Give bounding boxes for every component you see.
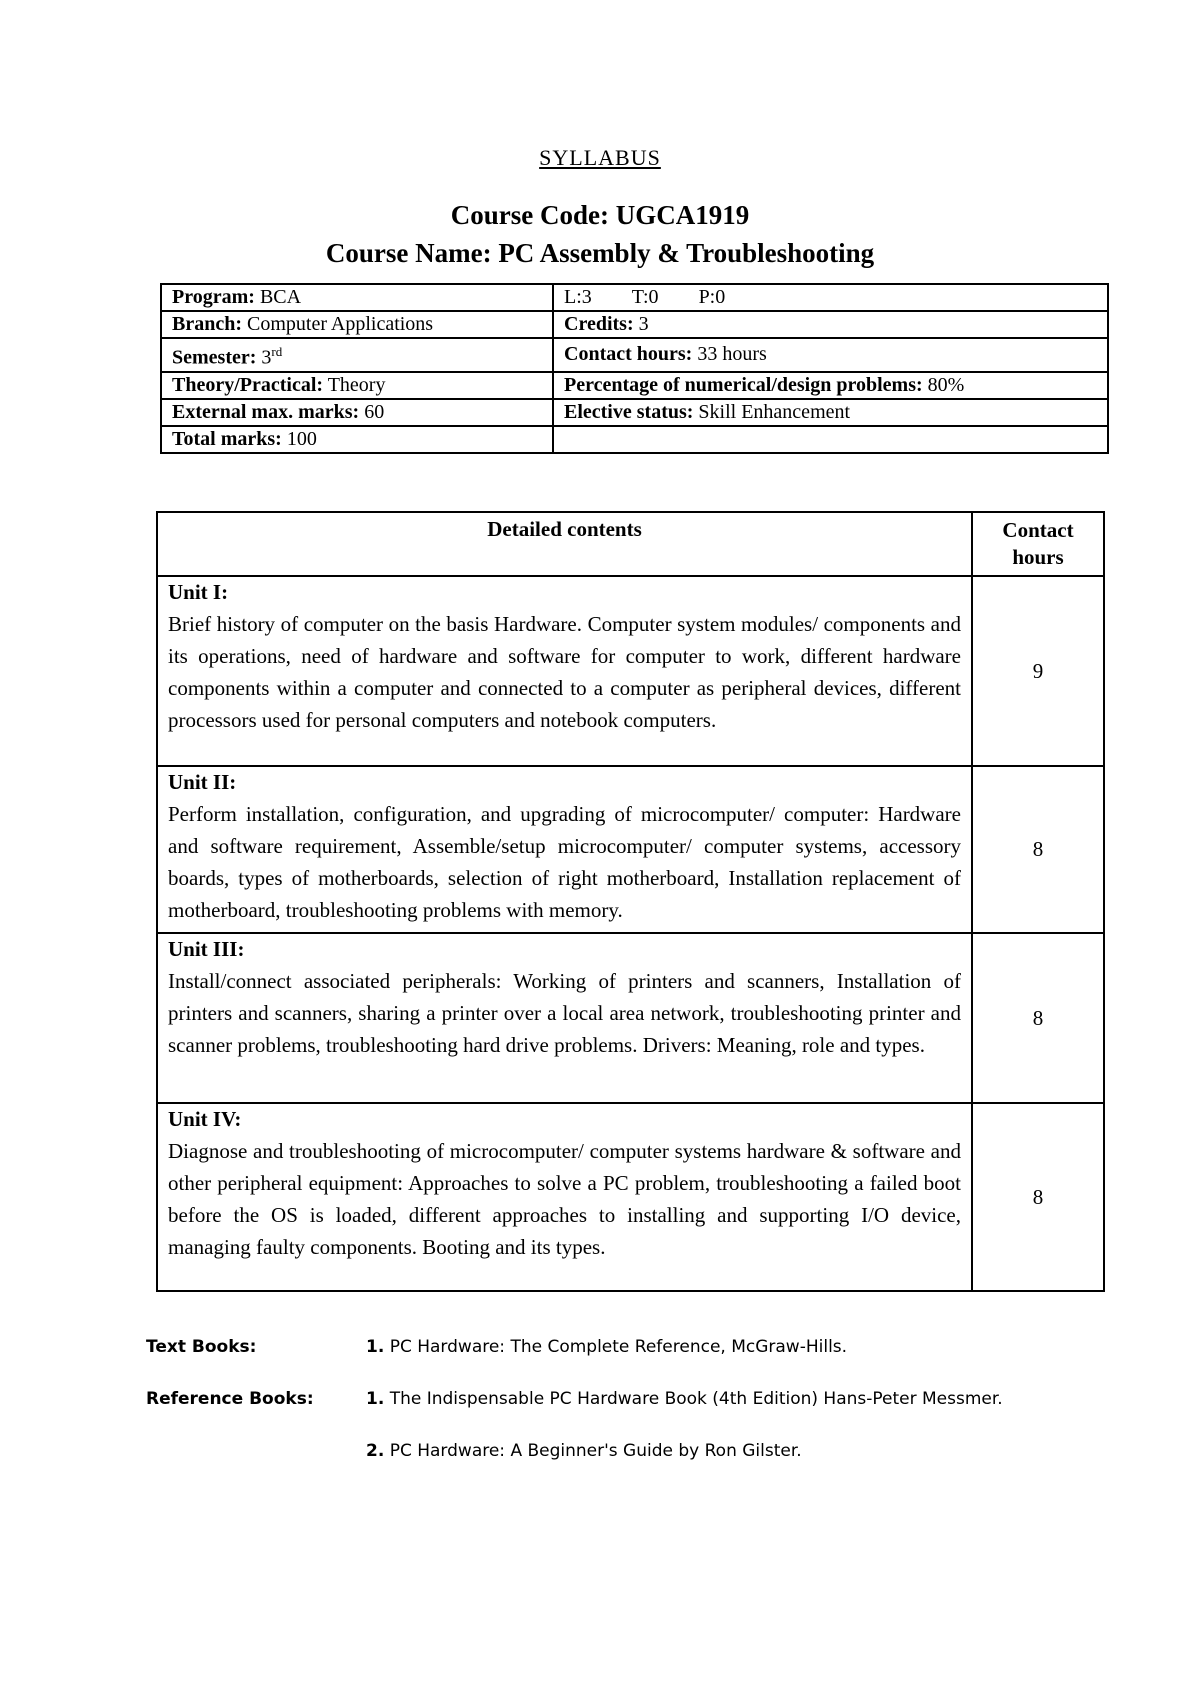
detailed-contents-header: Detailed contents xyxy=(157,512,972,576)
program-cell: Program: BCA xyxy=(161,284,553,311)
syllabus-heading: SYLLABUS xyxy=(539,145,661,170)
reference-books-label: Reference Books: xyxy=(146,1389,314,1409)
contact-hours-cell: Contact hours: 33 hours xyxy=(553,338,1108,372)
branch-cell: Branch: Computer Applications xyxy=(161,311,553,338)
unit-hours: 8 xyxy=(972,1103,1104,1291)
info-row xyxy=(161,426,1108,453)
percentage-cell: Percentage of numerical/design problems: 80% xyxy=(553,372,1108,399)
course-code: Course Code: UGCA1919 xyxy=(450,200,750,230)
contents-header-row xyxy=(157,512,1104,576)
info-row xyxy=(161,372,1108,399)
unit-row xyxy=(157,1103,1104,1291)
unit-content xyxy=(157,766,972,933)
unit-hours: 8 xyxy=(972,766,1104,933)
unit-hours: 9 xyxy=(972,576,1104,766)
unit-title: Unit III: xyxy=(168,937,245,961)
credits-cell: Credits: 3 xyxy=(553,311,1108,338)
text-book-item: 1. PC Hardware: The Complete Reference, McGraw-Hills. xyxy=(366,1337,848,1357)
contact-hours-header: Contact hours xyxy=(972,512,1104,576)
detailed-contents-table xyxy=(156,511,1105,1292)
unit-hours: 8 xyxy=(972,933,1104,1103)
reference-book-item: 1. The Indispensable PC Hardware Book (4th Edition) Hans-Peter Messmer. xyxy=(366,1389,1003,1409)
external-marks-cell: External max. marks: 60 xyxy=(161,399,553,426)
empty-cell xyxy=(553,426,1108,453)
unit-row xyxy=(157,933,1104,1103)
ltp-cell: L:3 T:0 P:0 xyxy=(553,284,1108,311)
info-row xyxy=(161,338,1108,372)
text-books-label: Text Books: xyxy=(146,1337,257,1357)
info-row xyxy=(161,284,1108,311)
elective-status-cell: Elective status: Skill Enhancement xyxy=(553,399,1108,426)
course-info-table xyxy=(160,283,1109,454)
semester-cell: Semester: 3rd xyxy=(161,338,553,372)
unit-content xyxy=(157,576,972,766)
unit-content xyxy=(157,1103,972,1291)
unit-row xyxy=(157,766,1104,933)
course-name: Course Name: PC Assembly & Troubleshooting xyxy=(325,238,875,268)
theory-practical-cell: Theory/Practical: Theory xyxy=(161,372,553,399)
reference-book-item: 2. PC Hardware: A Beginner's Guide by Ron Gilster. xyxy=(366,1441,802,1461)
unit-text: Brief history of computer on the basis Hardware. Computer system modules/ components and its operations, need of hardware and software for computer to work, different hardware components within a computer and connected to a computer as peripheral devices, different processors used for personal computers and notebook computers. xyxy=(168,612,961,732)
info-row xyxy=(161,399,1108,426)
info-row xyxy=(161,311,1108,338)
unit-row xyxy=(157,576,1104,766)
unit-text: Perform installation, configuration, and upgrading of microcomputer/ computer: Hardware and software requirement, Assemble/setup microcomputer/ computer systems, accessory boards, types of motherboards, selection of right motherboard, Installation replacement of motherboard, troubleshooting problems with memory. xyxy=(168,802,961,922)
unit-title: Unit II: xyxy=(168,770,237,794)
total-marks-cell: Total marks: 100 xyxy=(161,426,553,453)
unit-content xyxy=(157,933,972,1103)
unit-text: Diagnose and troubleshooting of microcomputer/ computer systems hardware & software and other peripheral equipment: Approaches to solve a PC problem, troubleshooting a failed boot before the OS is loaded, different approaches to installing and supporting I/O device, managing faulty components. Booting and its types. xyxy=(168,1139,961,1259)
unit-text: Install/connect associated peripherals: Working of printers and scanners, Installation of printers and scanners, sharing a printer over a local area network, troubleshooting printer and scanner problems, troubleshooting hard drive problems. Drivers: Meaning, role and types. xyxy=(168,969,961,1057)
unit-title: Unit IV: xyxy=(168,1107,242,1131)
unit-title: Unit I: xyxy=(168,580,229,604)
